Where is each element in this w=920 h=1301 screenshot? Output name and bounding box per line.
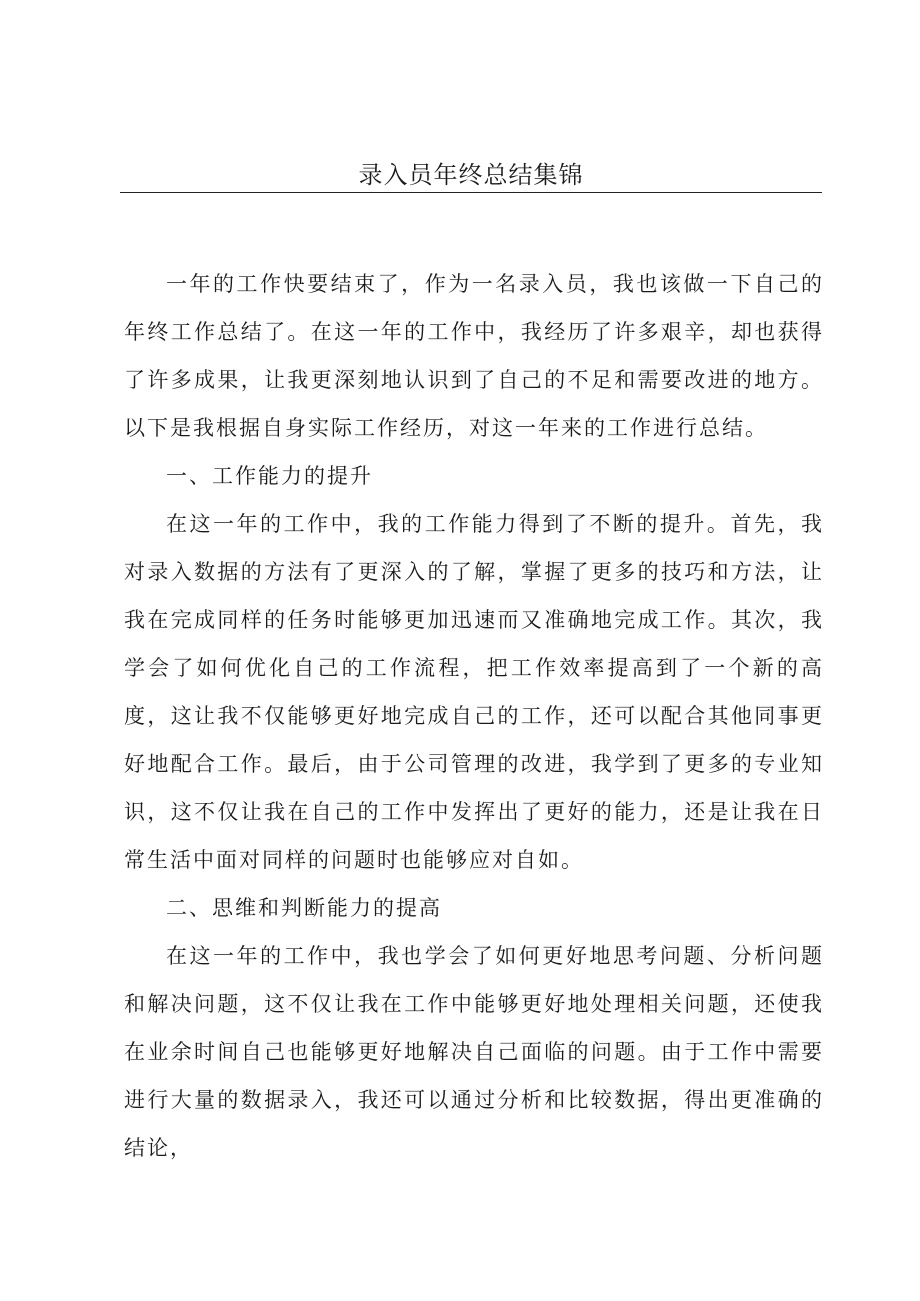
intro-paragraph: 一年的工作快要结束了，作为一名录入员，我也该做一下自己的年终工作总结了。在这一年的工作中，我经历了许多艰辛，却也获得了许多成果，让我更深刻地认识到了自己的不足和需要改进的地方。以下是我根据自身实际工作经历，对这一年来的工作进行总结。 [124, 272, 824, 440]
document-title: 录入员年终总结集锦 [358, 161, 584, 189]
section-heading-1: 一、工作能力的提升 [166, 464, 373, 488]
section-1-paragraph: 在这一年的工作中，我的工作能力得到了不断的提升。首先，我对录入数据的方法有了更深入的了解，掌握了更多的技巧和方法，让我在完成同样的任务时能够更加迅速而又准确地完成工作。其次，我学会了如何优化自己的工作流程，把工作效率提高到了一个新的高度，这让我不仅能够更好地完成自己的工作，还可以配合其他同事更好地配合工作。最后，由于公司管理的改进，我学到了更多的专业知识，这不仅让我在自己的工作中发挥出了更好的能力，还是让我在日常生活中面对同样的问题时也能够应对自如。 [124, 512, 824, 872]
title-underline [120, 192, 822, 193]
section-heading-2: 二、思维和判断能力的提高 [166, 896, 442, 920]
document-body [124, 260, 824, 1172]
section-2-paragraph: 在这一年的工作中，我也学会了如何更好地思考问题、分析问题和解决问题，这不仅让我在工作中能够更好地处理相关问题，还使我在业余时间自己也能够更好地解决自己面临的问题。由于工作中需要进行大量的数据录入，我还可以通过分析和比较数据，得出更准确的结论， [124, 944, 824, 1160]
